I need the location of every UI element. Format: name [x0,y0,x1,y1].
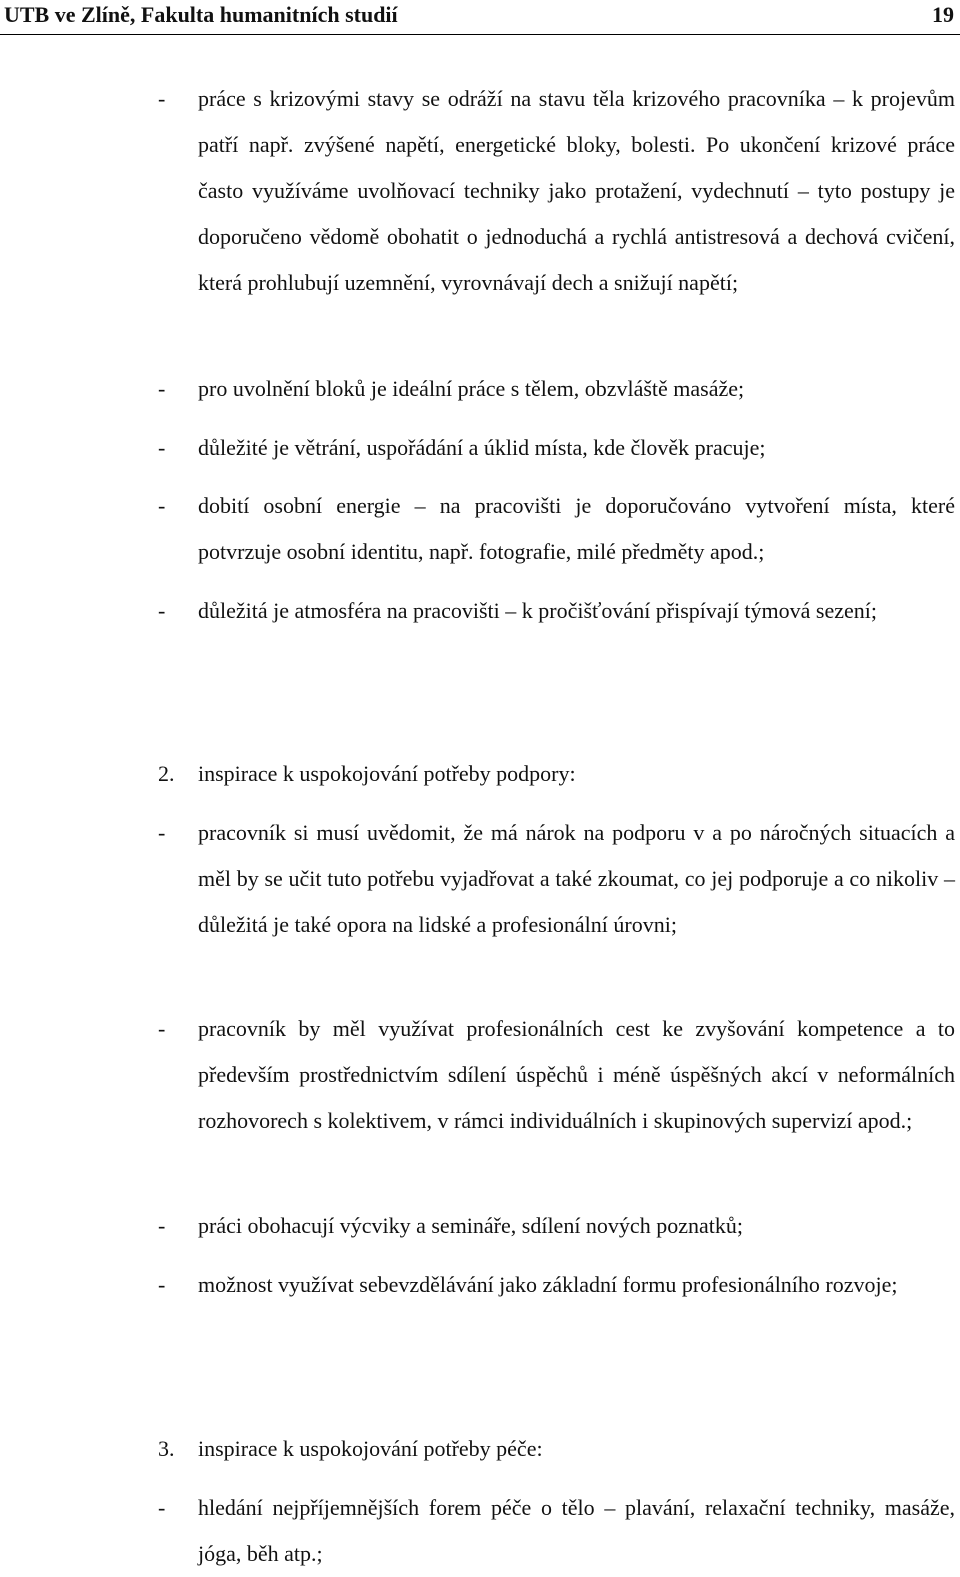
list-marker: - [158,820,166,845]
list-item [158,1262,955,1308]
section-number: 2. [158,761,175,786]
list-item [158,483,955,575]
list-item-text: hledání nejpříjemnějších forem péče o tělo – plavání, relaxační techniky, masáže, jóga, běh atp.; [198,1495,955,1566]
list-item-text: pracovník si musí uvědomit, že má nárok na podporu v a po náročných situacích a měl by se učit tuto potřebu vyjadřovat a také zkoumat, co jej podporuje a co nikoliv – důležitá je také opora na lidské a profesionální úrovni; [198,820,955,937]
list-item-text: práci obohacují výcviky a semináře, sdílení nových poznatků; [198,1213,743,1238]
list-item-text: dobití osobní energie – na pracovišti je doporučováno vytvoření místa, které potvrzuje osobní identitu, např. fotografie, milé předměty apod.; [198,493,955,564]
list-marker: - [158,376,166,401]
list-item-text: důležité je větrání, uspořádání a úklid místa, kde člověk pracuje; [198,435,766,460]
list-item [158,1006,955,1144]
section-heading [158,1426,955,1472]
list-marker: - [158,1213,166,1238]
section-heading [158,751,955,797]
page-header [0,0,960,35]
list-marker: - [158,1272,166,1297]
list-item [158,366,955,412]
list-item-text: možnost využívat sebevzdělávání jako základní formu profesionálního rozvoje; [198,1272,898,1297]
list-marker: - [158,1016,166,1041]
list-item [158,588,955,634]
list-marker: - [158,435,166,460]
list-item [158,1203,955,1249]
list-item [158,1485,955,1577]
list-marker: - [158,86,166,111]
list-item-text: pro uvolnění bloků je ideální práce s tělem, obzvláště masáže; [198,376,745,401]
list-item [158,810,955,948]
list-marker: - [158,493,166,518]
list-marker: - [158,598,166,623]
list-item-text: pracovník by měl využívat profesionálních cest ke zvyšování kompetence a to především prostřednictvím sdílení úspěchů i méně úspěšných akcí v neformálních rozhovorech s kolektivem, v rámci individuálních i skupinových supervizí apod.; [198,1016,955,1133]
list-item-text: důležitá je atmosféra na pracovišti – k pročišťování přispívají týmová sezení; [198,598,877,623]
list-marker: - [158,1495,166,1520]
section-heading-text: inspirace k uspokojování potřeby podpory: [198,761,576,786]
list-item [158,76,955,306]
section-heading-text: inspirace k uspokojování potřeby péče: [198,1436,543,1461]
section-number: 3. [158,1436,175,1461]
list-item-text: práce s krizovými stavy se odráží na stavu těla krizového pracovníka – k projevům patří např. zvýšené napětí, energetické bloky, bolesti. Po ukončení krizové práce často využíváme uvolňovací techniky jako protažení, vydechnutí – tyto postupy je doporučeno vědomě obohatit o jednoduchá a rychlá antistresová a dechová cvičení, která prohlubují uzemnění, vyrovnávají dech a snižují napětí; [198,86,955,295]
header-title: UTB ve Zlíně, Fakulta humanitních studií [4,2,398,27]
page-number: 19 [932,2,954,27]
list-item [158,425,955,471]
